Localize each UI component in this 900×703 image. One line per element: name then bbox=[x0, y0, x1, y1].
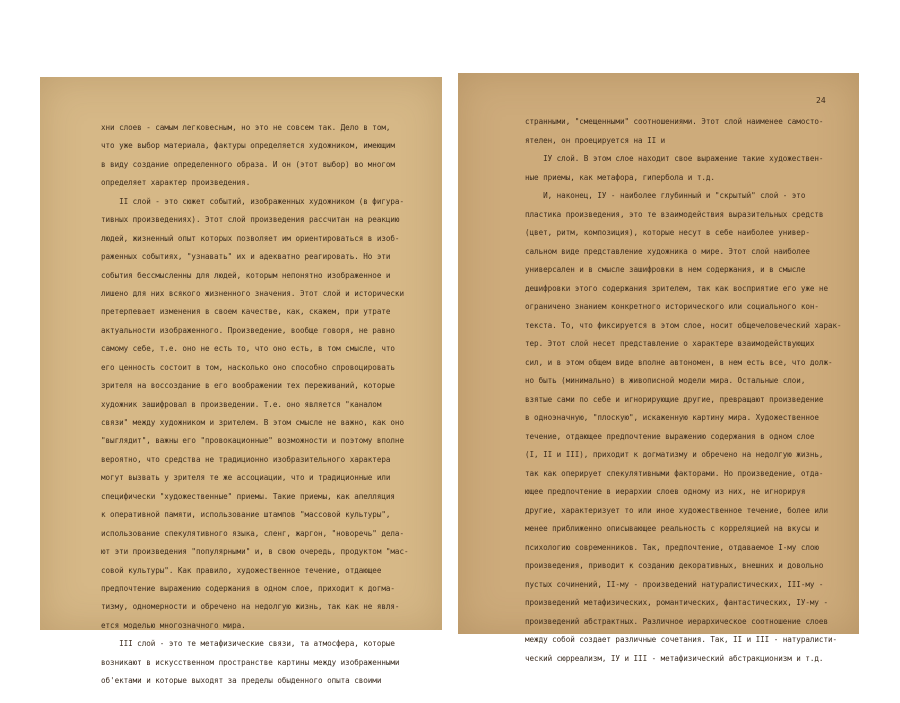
text-line: странными, "смещенными" соотношениями. Этот слой наименее самосто- bbox=[525, 117, 824, 126]
text-line: в одноэначную, "плоскую", искаженную картину мира. Художественное bbox=[525, 413, 819, 422]
text-line: определяет характер произведения. bbox=[101, 178, 251, 188]
text-line: взятые сами по себе и игнорирующие другие, превращают произведение bbox=[525, 394, 824, 404]
text-line: об'ектами и которые выходят за пределы обыденного опыта своими bbox=[101, 676, 382, 686]
text-line: сальном виде представление художника о мире. Этот слой наиболее bbox=[525, 246, 810, 256]
text-line: текста. То, что фиксируется в этом слое, носит общечеловеческий харак- bbox=[525, 320, 842, 330]
text-line: тизму, одномерности и обречено на недолгую жизнь, так как не явля- bbox=[101, 602, 400, 612]
text-line: тивных произведениях). Этот слой произведения рассчитан на реакцию bbox=[101, 215, 400, 225]
right-manuscript-page bbox=[458, 73, 859, 663]
text-line: произведения, приводит к созданию декоративных, внешних и довольно bbox=[525, 561, 824, 570]
text-line: самому себе, т.е. оно не есть то, что оно есть, в том смысле, что bbox=[101, 344, 395, 354]
text-line: сил, и в этом общем виде вполне автономен, в нем есть все, что долж- bbox=[525, 357, 833, 367]
text-line: другие, характеризует то или иное художественное течение, более или bbox=[525, 505, 828, 515]
text-line: что уже выбор материала, фактуры определяется художником, имеющим bbox=[101, 141, 395, 151]
text-line: возникают в искусственном пространстве картины между изображенными bbox=[101, 657, 400, 667]
text-line: ется моделью многозначного мира. bbox=[101, 620, 246, 630]
text-line: произведений метафизических, романтических, фантастических, IУ-му - bbox=[525, 598, 828, 607]
text-line: ные приемы, как метафора, гипербола и т.д. bbox=[525, 172, 715, 182]
text-line: IУ слой. В этом слое находит свое выражение такие художествен- bbox=[525, 154, 824, 163]
text-line: "выглядит", важны его "провокационные" возможности и поэтому вполне bbox=[101, 436, 404, 446]
text-line: ческий сюрреализм, IУ и III - метафизический абстракционизм и т.д. bbox=[525, 653, 824, 663]
text-line: предпочтение выражению содержания в одном слое, приходит к догма- bbox=[101, 583, 395, 593]
text-line: произведений абстрактных. Различное иерархическое соотношение слоев bbox=[525, 616, 828, 626]
text-line: вероятно, что средства не традиционно изобразительного характера bbox=[101, 454, 391, 464]
text-line: ющее предпочтение в иерархии слоев одному из них, не игнорируя bbox=[525, 487, 806, 496]
text-line: но быть (минимально) в живописной модели мира. Остальные слои, bbox=[525, 376, 806, 385]
text-line: к оперативной памяти, использование штампов "массовой культуры", bbox=[101, 510, 391, 520]
text-line: ограничено знанием конкретного исторического или социального кон- bbox=[525, 302, 819, 311]
right-page-number: 24 bbox=[816, 96, 826, 105]
text-line: могут вызвать у зрителя те же ассоциации, что и традиционные или bbox=[101, 473, 391, 483]
text-line: так как оперирует спекулятивными факторами. Но произведение, отда- bbox=[525, 468, 824, 478]
text-line: дешифровки этого содержания зрителем, так как восприятие его уже не bbox=[525, 283, 828, 293]
text-line: тер. Этот слой несет представление о характере взаимодействующих bbox=[525, 339, 815, 348]
text-line: события бессмысленны для людей, которым непонятно изображенное и bbox=[101, 270, 391, 280]
text-line: специфически "художественные" приемы. Такие приемы, как апелляция bbox=[101, 491, 395, 501]
left-page-text bbox=[101, 119, 409, 691]
text-line: актуальности изображенного. Произведение, вообще говоря, не равно bbox=[101, 325, 395, 335]
left-manuscript-page bbox=[40, 77, 442, 686]
text-line: художник зашифровал в произведении. Т.е. оно является "каналом bbox=[101, 399, 382, 409]
text-line: пустых сочинений, II-му - произведений натуралистических, III-му - bbox=[525, 579, 824, 589]
right-page-text bbox=[525, 113, 842, 668]
text-line: III слой - это те метафизические связи, та атмосфера, которые bbox=[101, 639, 395, 649]
text-line: его ценность состоит в том, насколько оно способно спровоцировать bbox=[101, 362, 395, 372]
text-line: менее приближенно описывающее реальность с корреляцией на вкусы и bbox=[525, 524, 819, 533]
text-line: совой культуры". Как правило, художественное течение, отдающее bbox=[101, 565, 382, 575]
text-line: использование спекулятивного языка, сленг, жаргон, "новоречь" дела- bbox=[101, 528, 404, 538]
text-line: ятелен, он проецируется на II и bbox=[525, 135, 666, 145]
text-line: между собой создает различные сочетания. Так, II и III - натуралисти- bbox=[525, 635, 838, 644]
text-line: зрителя на воссоздание в его воображении тех переживаний, которые bbox=[101, 381, 395, 391]
text-line: в виду создание определенного образа. И он (этот выбор) во многом bbox=[101, 159, 395, 169]
text-line: хни слоев - самым легковесным, но это не совсем так. Дело в том, bbox=[101, 123, 391, 132]
text-line: людей, жизненный опыт которых позволяет им ориентироваться в изоб- bbox=[101, 233, 400, 243]
text-line: ют эти произведения "популярными" и, в свою очередь, продуктом "мас- bbox=[101, 547, 409, 557]
text-line: пластика произведения, это те взаимодействия выразительных средств bbox=[525, 209, 824, 219]
text-line: претерпевает изменения в своем качестве, как, скажем, при утрате bbox=[101, 307, 391, 317]
text-line: связи" между художником и зрителем. В этом смысле не важно, как оно bbox=[101, 418, 404, 427]
text-line: течение, отдающее предпочтение выражению содержания в одном слое bbox=[525, 431, 815, 441]
text-line: II слой - это сюжет событий, изображенных художником (в фигура- bbox=[101, 196, 404, 206]
text-line: лишено для них всякого жизненного значения. Этот слой и исторически bbox=[101, 288, 404, 298]
text-line: универсален и в смысле зашифровки в нем содержания, и в смысле bbox=[525, 265, 806, 274]
text-line: раженных событиях, "узнавать" их и адекватно реагировать. Но эти bbox=[101, 252, 391, 262]
text-line: (I, II и III), приходит к догматизму и обречено на недолгую жизнь, bbox=[525, 450, 824, 459]
text-line: (цвет, ритм, композиция), которые несут в себе наиболее универ- bbox=[525, 228, 810, 237]
text-line: И, наконец, IУ - наиболее глубинный и "скрытый" слой - это bbox=[525, 191, 806, 200]
text-line: психологию современников. Так, предпочтение, отдаваемое I-му слою bbox=[525, 542, 819, 552]
